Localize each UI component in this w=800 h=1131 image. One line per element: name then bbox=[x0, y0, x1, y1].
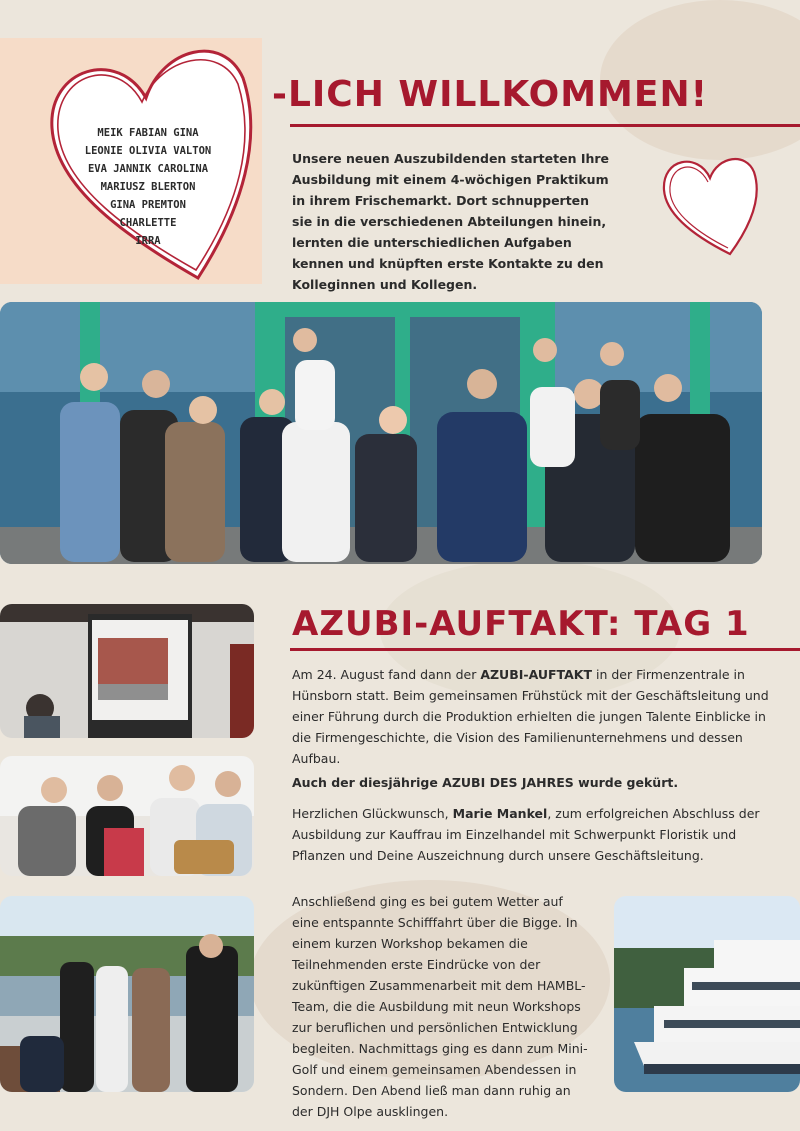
auftakt-paragraph-2 bbox=[292, 803, 762, 866]
auftakt-paragraph-1 bbox=[292, 664, 770, 769]
boat-deck-photo bbox=[0, 896, 254, 1092]
heading-end: wurde gekürt. bbox=[573, 775, 679, 790]
names-line: IRRA bbox=[135, 235, 161, 247]
auftakt-title-rule bbox=[290, 648, 800, 651]
auftakt-p1-highlight: AZUBI-AUFTAKT bbox=[480, 667, 592, 682]
ship-photo bbox=[614, 896, 800, 1092]
ship-illustration bbox=[614, 896, 800, 1092]
names-line: CHARLETTE bbox=[119, 217, 177, 229]
award-illustration bbox=[0, 756, 254, 876]
heading-highlight: AZUBI DES JAHRES bbox=[442, 775, 574, 790]
presentation-illustration bbox=[0, 604, 254, 738]
auftakt-p1-end: in der Firmenzentrale in Hünsborn statt. Beim gemeinsamen Frühstück mit der Geschäftsleitung und einer Führung durch die Produktion erhielten die jungen Talente Einblicke in die Firmengeschichte, die Vision des Familienunternehmens und dessen Aufbau. bbox=[292, 667, 769, 766]
heading-start: Auch der diesjährige bbox=[292, 775, 443, 790]
names-line: EVA JANNIK CAROLINA bbox=[87, 163, 209, 175]
auftakt-paragraph-3: Anschließend ging es bei gutem Wetter auf eine entspannte Schifffahrt über die Bigge. In einem kurzen Workshop bekamen die Teilnehmenden erste Eindrücke von der zukünftigen Zusammenarbeit mit dem HAMBL-Team, die die Ausbildung mit neun Workshops zur beruflichen und persönlichen Entwicklung begleiten. Nachmittags ging es dann zum Mini-Golf und einem gemeinsamen Abendessen in Sondern. Den Abend ließ man dann ruhig an der DJH Olpe ausklingen. bbox=[292, 894, 588, 1119]
welcome-title-rule bbox=[290, 124, 800, 127]
names-line: MEIK FABIAN GINA bbox=[97, 127, 199, 139]
auftakt-title: AZUBI-AUFTAKT: TAG 1 bbox=[292, 604, 750, 644]
auftakt-p1-start: Am 24. August fand dann der bbox=[292, 667, 481, 682]
welcome-paragraph: Unsere neuen Auszubildenden starteten Ihre Ausbildung mit einem 4-wöchigen Praktikum in ihrem Frischemarkt. Dort schnupperten sie in die verschiedenen Abteilungen hinein, lernten die unterschiedlichen Aufgaben kennen und knüpften erste Kontakte zu den Kolleginnen und Kollegen. bbox=[292, 151, 610, 292]
names-line: GINA PREMTON bbox=[110, 199, 186, 211]
group-photo bbox=[0, 302, 762, 564]
auftakt-p2-highlight: Marie Mankel bbox=[452, 806, 548, 821]
auftakt-p2-end: , zum erfolgreichen Abschluss der Ausbildung zur Kauffrau im Einzelhandel mit Schwerpunkt Floristik und Pflanzen und Deine Auszeichnung durch unsere Geschäftsleitung. bbox=[292, 806, 760, 863]
boat-deck-illustration bbox=[0, 896, 254, 1092]
award-photo bbox=[0, 756, 254, 876]
presentation-photo bbox=[0, 604, 254, 738]
trainee-names bbox=[58, 124, 238, 250]
welcome-title: -LICH WILLKOMMEN! bbox=[272, 74, 709, 115]
auftakt-p2-start: Herzlichen Glückwunsch, bbox=[292, 806, 453, 821]
small-heart-icon bbox=[658, 150, 764, 258]
azubi-des-jahres-heading bbox=[292, 772, 770, 793]
names-line: LEONIE OLIVIA VALTON bbox=[84, 145, 212, 157]
names-line: MARIUSZ BLERTON bbox=[100, 181, 196, 193]
group-photo-illustration bbox=[0, 302, 762, 564]
